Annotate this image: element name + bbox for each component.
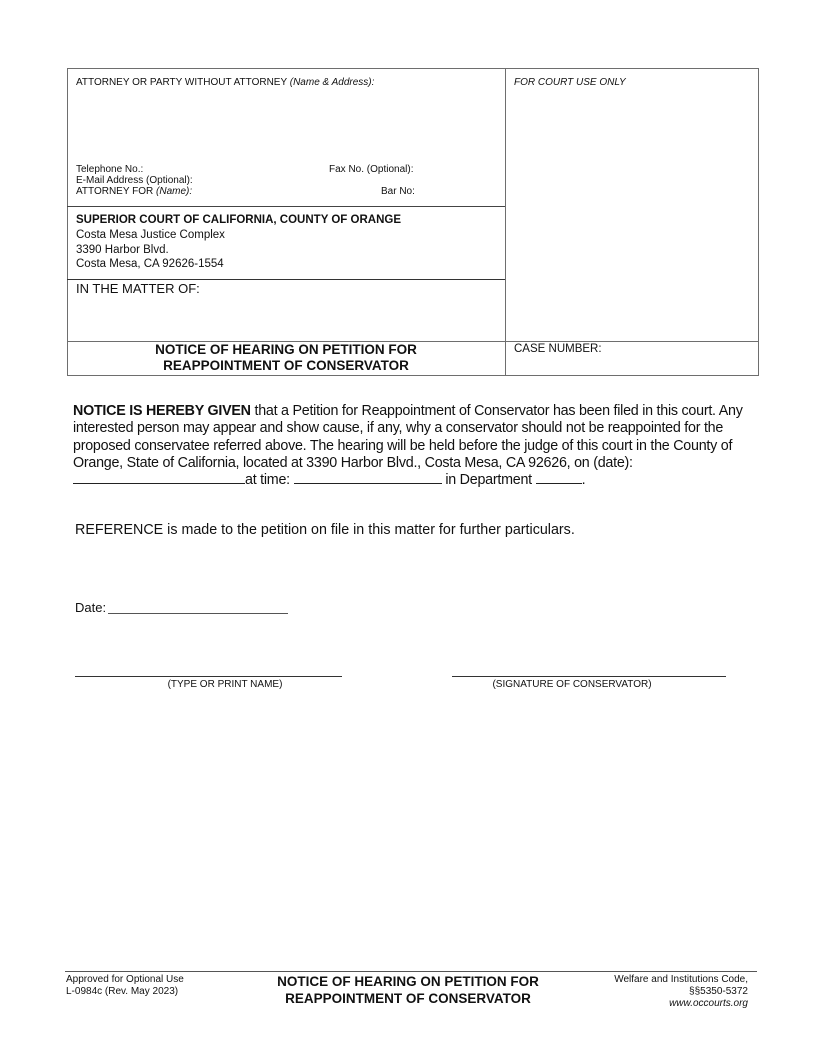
- footer-title-line: NOTICE OF HEARING ON PETITION FOR: [277, 974, 539, 989]
- form-title: [67, 342, 505, 374]
- hearing-time-blank[interactable]: [294, 472, 442, 484]
- signature-line[interactable]: [452, 676, 726, 677]
- in-the-matter-label: IN THE MATTER OF:: [76, 281, 200, 296]
- footer-divider: [65, 971, 757, 972]
- caption-divider: [505, 68, 506, 376]
- court-address-line: Costa Mesa, CA 92626-1554: [76, 258, 224, 270]
- period: .: [581, 472, 586, 489]
- telephone-label: Telephone No.:: [76, 164, 144, 175]
- footer-title: [248, 973, 568, 1007]
- footer-website: www.occourts.org: [669, 998, 748, 1009]
- bar-number-label: Bar No:: [381, 186, 415, 197]
- matter-section-divider: [67, 279, 505, 280]
- form-title-line: REAPPOINTMENT OF CONSERVATOR: [163, 358, 409, 373]
- footer-code: Welfare and Institutions Code,: [614, 974, 748, 985]
- notice-paragraph: [73, 403, 753, 489]
- fax-label: Fax No. (Optional):: [329, 164, 414, 175]
- department-label: in Department: [441, 472, 536, 489]
- footer-approval: Approved for Optional Use: [66, 974, 184, 985]
- court-address-line: Costa Mesa Justice Complex: [76, 229, 225, 241]
- form-title-line: NOTICE OF HEARING ON PETITION FOR: [155, 342, 417, 357]
- court-address-line: 3390 Harbor Blvd.: [76, 244, 169, 256]
- footer-citation: [560, 974, 748, 1010]
- date-label: Date:: [75, 600, 107, 615]
- court-use-only-label: FOR COURT USE ONLY: [514, 77, 626, 88]
- email-label: E-Mail Address (Optional):: [76, 175, 193, 186]
- department-blank[interactable]: [536, 472, 582, 484]
- court-name: SUPERIOR COURT OF CALIFORNIA, COUNTY OF ORANGE: [76, 214, 401, 226]
- notice-lead: NOTICE IS HEREBY GIVEN: [73, 403, 251, 419]
- at-time-label: at time:: [245, 472, 294, 489]
- footer-title-line: REAPPOINTMENT OF CONSERVATOR: [285, 991, 531, 1006]
- attorney-section-divider: [67, 206, 505, 207]
- hearing-date-blank[interactable]: [73, 472, 245, 484]
- print-name-line[interactable]: [75, 676, 342, 677]
- footer-form-number: L-0984c (Rev. May 2023): [66, 986, 179, 997]
- print-name-caption: (TYPE OR PRINT NAME): [167, 679, 283, 690]
- case-number-label: CASE NUMBER:: [514, 343, 602, 355]
- date-blank[interactable]: [108, 613, 288, 614]
- footer-form-info: [66, 974, 184, 998]
- signature-caption: (SIGNATURE OF CONSERVATOR): [492, 679, 652, 690]
- notice-text: that a Petition for Reappointment of Conservator has been filed in this court. Any interested person may appear and show cause, if any, why a conservator should not be reappointed for the proposed conservatee referred above. The hearing will be held before the judge of this court in the County of Orange, State of California, located at 3390 Harbor Blvd., Costa Mesa, CA 92626, on (date):: [73, 403, 743, 471]
- footer-sections: §§5350-5372: [689, 986, 748, 997]
- attorney-label: ATTORNEY OR PARTY WITHOUT ATTORNEY (Name & Address):: [76, 77, 375, 88]
- reference-paragraph: REFERENCE is made to the petition on file in this matter for further particulars.: [75, 522, 575, 538]
- attorney-for-label: ATTORNEY FOR (Name):: [76, 186, 193, 197]
